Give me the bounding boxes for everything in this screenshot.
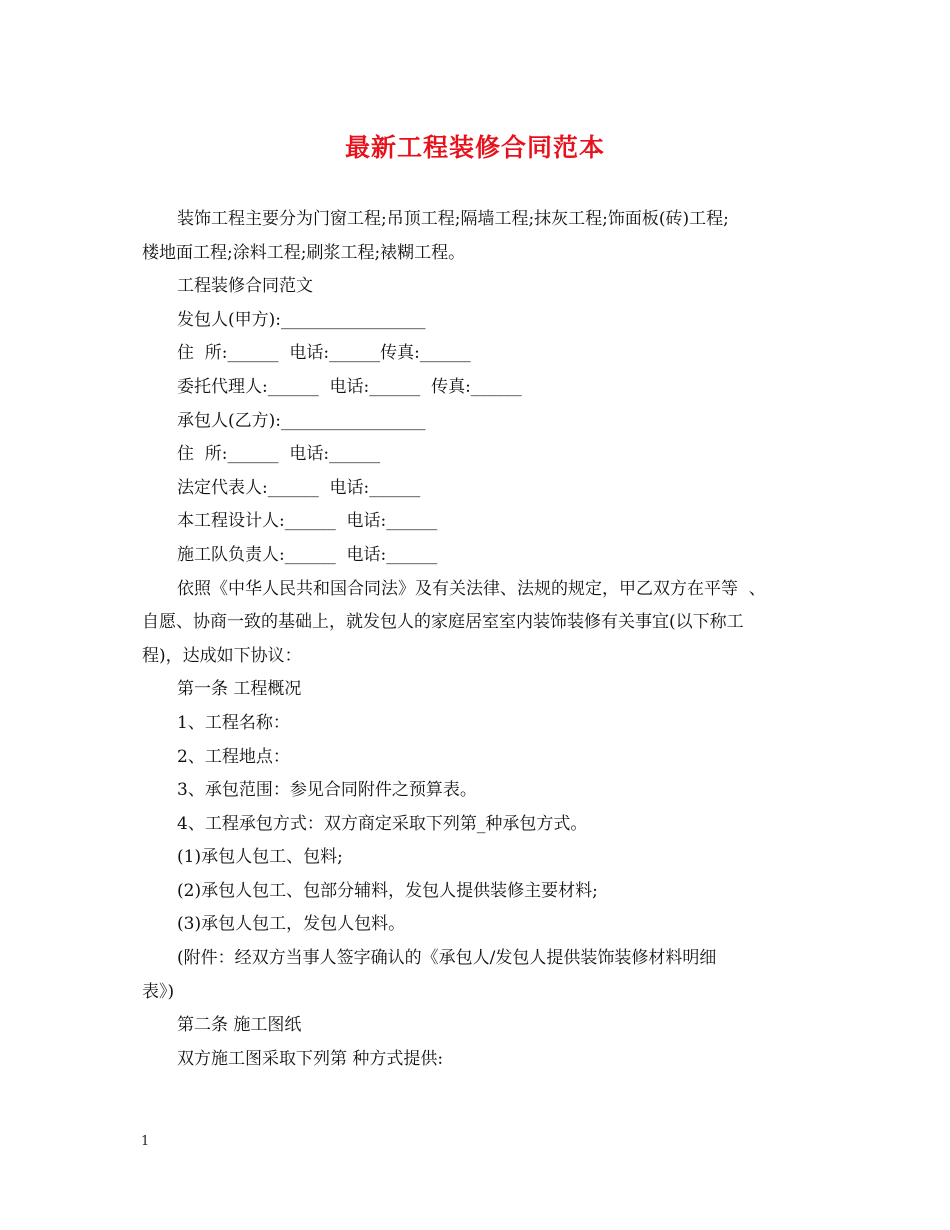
intro-paragraph-line-2: 楼地面工程;涂料工程;刷浆工程;裱糊工程。 [142,242,466,263]
legal-representative-field: 法定代表人:______ 电话:______ [177,477,421,498]
document-title: 最新工程装修合同范本 [344,133,605,162]
intro-paragraph-line-1: 装饰工程主要分为门窗工程;吊顶工程;隔墙工程;抹灰工程;饰面板(砖)工程; [177,209,729,229]
agent-field: 委托代理人:______ 电话:______ 传真:______ [177,376,522,397]
option-item: (2)承包人包工、包部分辅料，发包人提供装修主要材料; [177,880,598,901]
drawings-paragraph: 双方施工图采取下列第 种方式提供: [177,1048,444,1069]
attachment-note-line-1: (附件：经双方当事人签字确认的《承包人/发包人提供装饰装修材料明细 [177,948,717,969]
contract-subtitle: 工程装修合同范文 [177,276,313,297]
document-body [142,203,832,1076]
article-1-heading: 第一条 工程概况 [177,679,302,700]
attachment-note-line-2: 表》) [142,981,175,1002]
list-item: 1、工程名称： [177,712,290,733]
article-2-heading: 第二条 施工图纸 [177,1015,302,1036]
team-leader-field: 施工队负责人:______ 电话:______ [177,544,438,565]
list-item: 2、工程地点： [177,746,290,767]
agreement-paragraph-line-1: 依照《中华人民共和国合同法》及有关法律、法规的规定，甲乙双方在平等 、 [177,578,766,599]
page-number: 1 [141,1134,150,1149]
party-a-address-field: 住 所:______ 电话:______传真:______ [177,343,471,364]
designer-field: 本工程设计人:______ 电话:______ [177,511,438,532]
option-item: (3)承包人包工，发包人包料。 [177,914,406,935]
list-item: 4、工程承包方式：双方商定采取下列第_种承包方式。 [177,813,588,834]
option-item: (1)承包人包工、包料; [177,847,343,868]
party-b-field: 承包人(乙方):_________________ [177,410,426,431]
agreement-paragraph-line-3: 程)，达成如下协议： [142,645,302,666]
list-item: 3、承包范围：参见合同附件之预算表。 [177,780,477,801]
party-a-field: 发包人(甲方):_________________ [177,309,426,330]
agreement-paragraph-line-2: 自愿、协商一致的基础上，就发包人的家庭居室室内装饰装修有关事宜(以下称工 [142,612,744,633]
party-b-address-field: 住 所:______ 电话:______ [177,444,381,465]
